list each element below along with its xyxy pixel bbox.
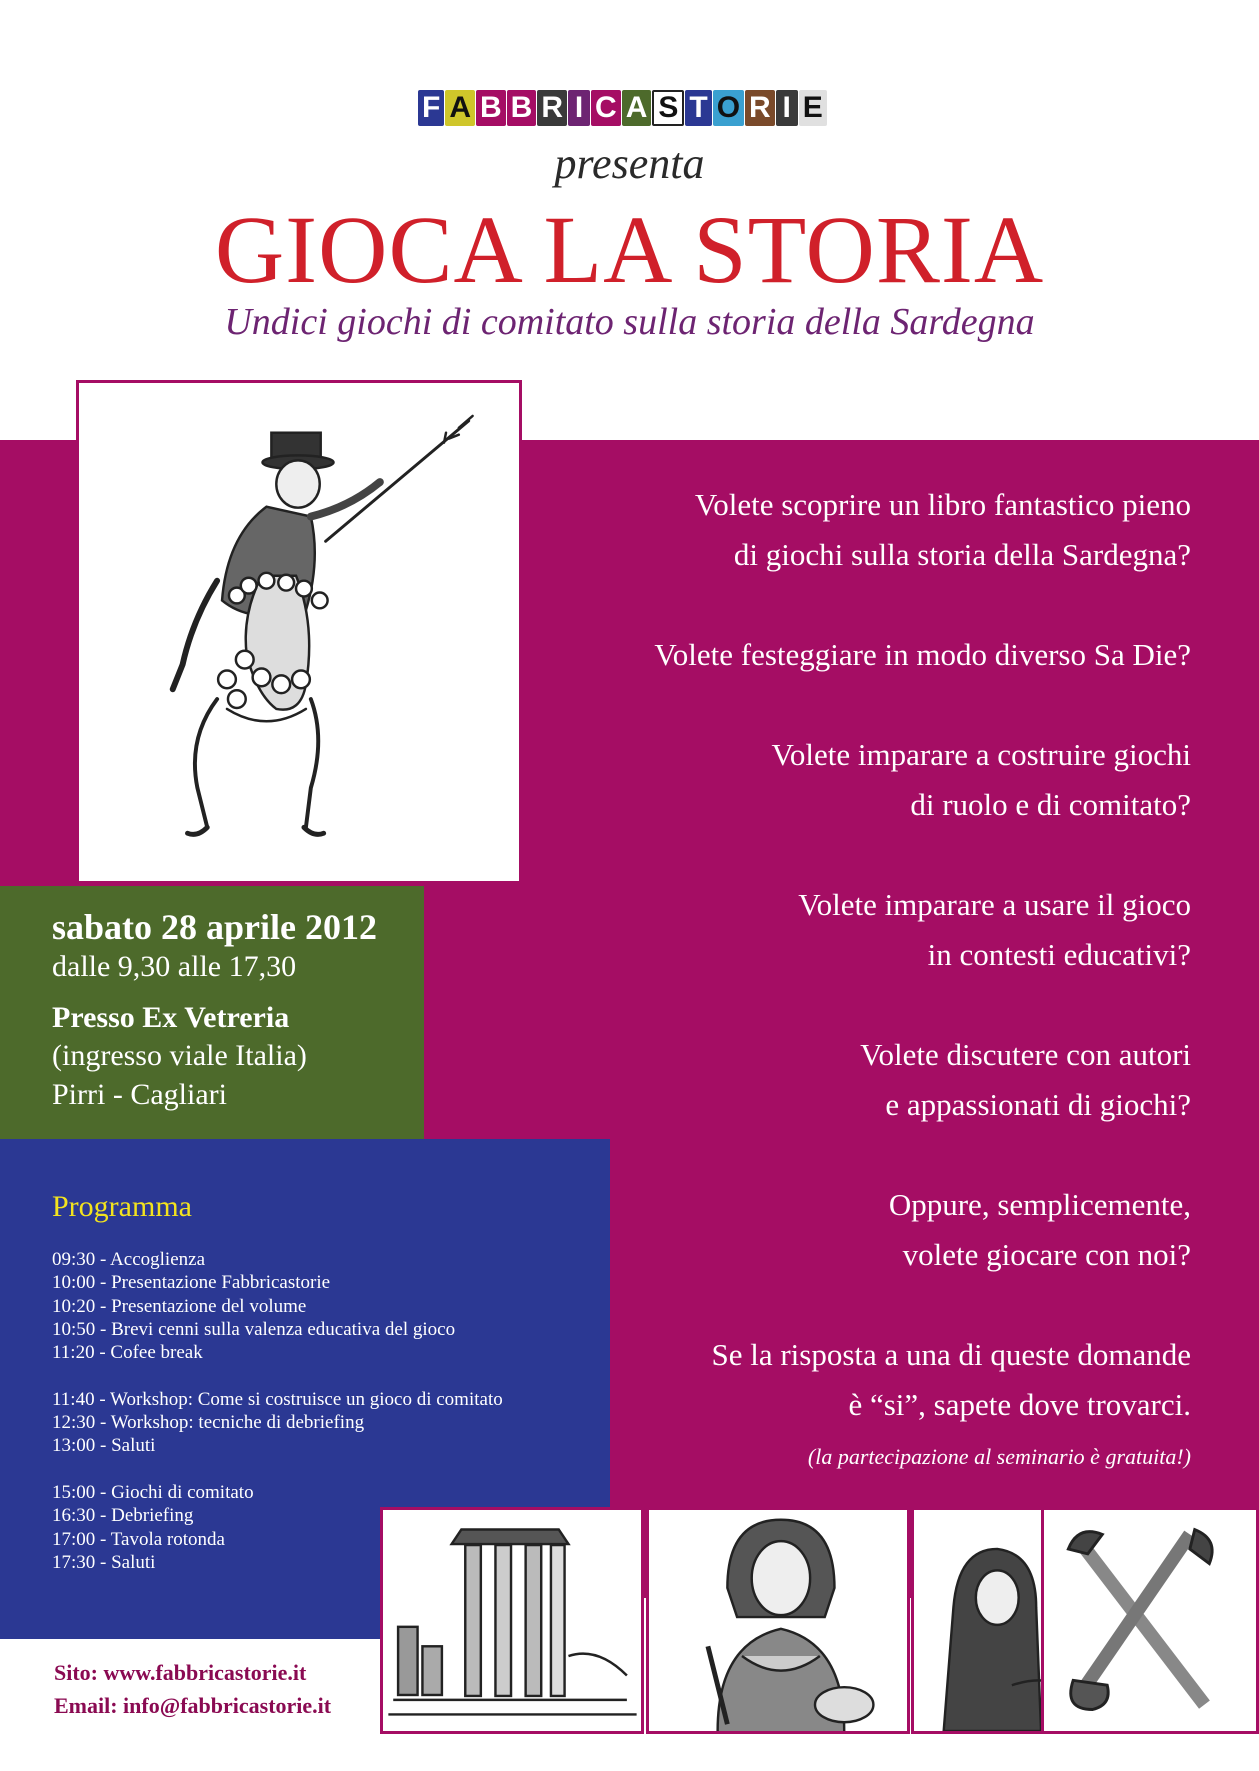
question-block bbox=[798, 880, 1191, 980]
question-line: volete giocare con noi? bbox=[902, 1237, 1191, 1272]
question-block bbox=[711, 1330, 1191, 1430]
question-line: di ruolo e di comitato? bbox=[910, 787, 1191, 822]
horseman-drawing bbox=[79, 383, 519, 881]
crossed-weapons-illustration bbox=[1041, 1507, 1259, 1734]
email-link[interactable]: Email: info@fabbricastorie.it bbox=[54, 1693, 332, 1718]
website-link[interactable]: Sito: www.fabbricastorie.it bbox=[54, 1660, 307, 1685]
program-item: 11:20 - Cofee break bbox=[52, 1342, 203, 1364]
event-hours: dalle 9,30 alle 17,30 bbox=[52, 950, 297, 983]
program-item: 12:30 - Workshop: tecniche di debriefing bbox=[52, 1412, 365, 1434]
logo-letter: E bbox=[799, 90, 827, 126]
question-line: Volete imparare a costruire giochi bbox=[771, 737, 1191, 772]
logo-letter: B bbox=[507, 90, 537, 126]
program-item: 17:00 - Tavola rotonda bbox=[52, 1528, 225, 1550]
free-entry-note: (la partecipazione al seminario è gratuita!) bbox=[807, 1444, 1191, 1469]
logo-letter: R bbox=[745, 90, 775, 126]
program-item: 15:00 - Giochi di comitato bbox=[52, 1482, 254, 1503]
page-subtitle: Undici giochi di comitato sulla storia della Sardegna bbox=[224, 301, 1035, 343]
noblewoman-illustration bbox=[646, 1507, 910, 1734]
program-item: 13:00 - Saluti bbox=[52, 1435, 156, 1457]
question-block bbox=[654, 630, 1191, 680]
program-title: Programma bbox=[52, 1190, 192, 1223]
program-item: 11:40 - Workshop: Come si costruisce un gioco di comitato bbox=[52, 1388, 503, 1410]
presenta-text: presenta bbox=[554, 139, 705, 188]
logo-letter: A bbox=[622, 90, 652, 126]
logo-letter: A bbox=[445, 90, 475, 126]
horseman-illustration bbox=[76, 380, 522, 884]
program-item: 16:30 - Debriefing bbox=[52, 1505, 194, 1527]
question-block bbox=[695, 480, 1191, 580]
question-line: Volete scoprire un libro fantastico pieno bbox=[694, 487, 1191, 522]
question-line: Volete discutere con autori bbox=[860, 1037, 1191, 1072]
fabbricastorie-logo bbox=[418, 82, 827, 126]
logo-letter: I bbox=[568, 90, 590, 126]
logo-letter: B bbox=[476, 90, 506, 126]
question-line: Volete festeggiare in modo diverso Sa Die? bbox=[654, 637, 1191, 672]
logo-letter: F bbox=[418, 90, 444, 126]
logo-letter: R bbox=[537, 90, 567, 126]
question-line: Oppure, semplicemente, bbox=[888, 1187, 1191, 1222]
event-info-panel bbox=[0, 886, 424, 1139]
event-city: Pirri - Cagliari bbox=[52, 1078, 227, 1111]
program-item: 10:20 - Presentazione del volume bbox=[52, 1295, 307, 1317]
logo-letter: S bbox=[652, 90, 684, 126]
temple-ruins-illustration bbox=[380, 1507, 644, 1734]
program-item: 17:30 - Saluti bbox=[52, 1551, 156, 1573]
program-item: 10:00 - Presentazione Fabbricastorie bbox=[52, 1272, 331, 1294]
question-block bbox=[889, 1180, 1191, 1280]
program-item: 09:30 - Accoglienza bbox=[52, 1249, 206, 1270]
logo-letter: T bbox=[685, 90, 711, 126]
logo-letter: I bbox=[776, 90, 798, 126]
event-entrance: (ingresso viale Italia) bbox=[52, 1039, 307, 1072]
logo-letter: O bbox=[713, 90, 744, 126]
event-date: sabato 28 aprile 2012 bbox=[52, 907, 378, 947]
question-block bbox=[860, 1030, 1191, 1130]
question-line: e appassionati di giochi? bbox=[885, 1087, 1191, 1122]
question-line: in contesti educativi? bbox=[927, 937, 1191, 972]
event-venue: Presso Ex Vetreria bbox=[52, 1001, 290, 1034]
question-line: Volete imparare a usare il gioco bbox=[798, 887, 1191, 922]
question-block bbox=[772, 730, 1191, 830]
logo-letter: C bbox=[591, 90, 621, 126]
question-line: Se la risposta a una di queste domande bbox=[711, 1337, 1191, 1372]
page-title: GIOCA LA STORIA bbox=[214, 196, 1045, 303]
question-line: di giochi sulla storia della Sardegna? bbox=[733, 537, 1191, 572]
question-line: è “si”, sapete dove trovarci. bbox=[848, 1387, 1191, 1422]
program-item: 10:50 - Brevi cenni sulla valenza educativa del gioco bbox=[52, 1318, 456, 1340]
